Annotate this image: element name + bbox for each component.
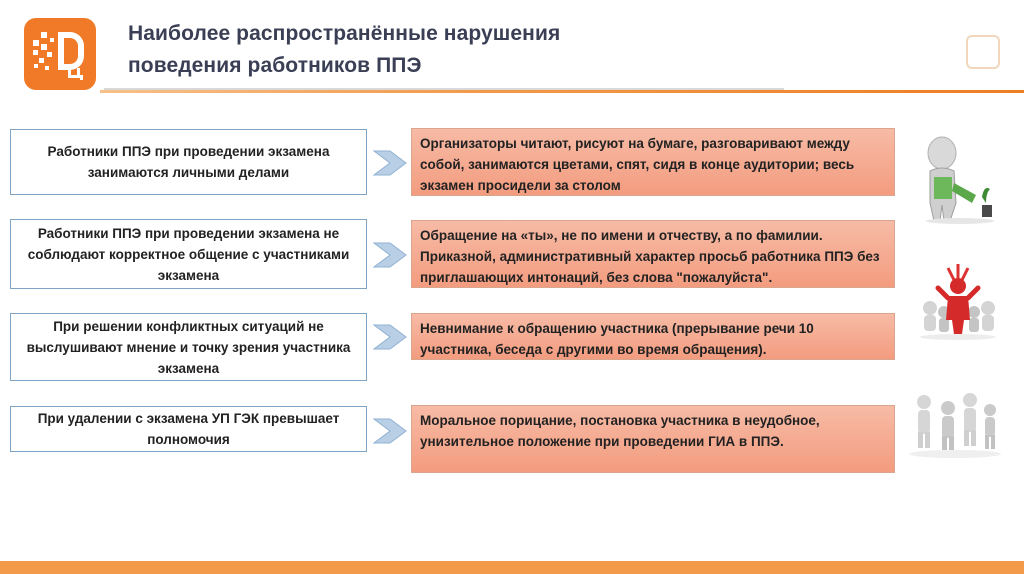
arrow-right-icon [372, 415, 410, 447]
violation-box-2 [10, 219, 367, 289]
example-box-3 [411, 313, 895, 360]
violation-box-3 [10, 313, 367, 381]
violation-text-1: Работники ППЭ при проведении экзамена занимаются личными делами [47, 144, 330, 180]
divider-orange [100, 90, 1024, 93]
figure-watering-plant-icon [920, 133, 1000, 225]
figure-red-leader-icon [918, 258, 1000, 340]
violation-box-4 [10, 406, 367, 452]
page-title [128, 18, 560, 82]
arrow-right-icon [372, 239, 410, 271]
example-text-2: Обращение на «ты», не по имени и отчеству, а по фамилии. Приказной, административный характер просьб работника ППЭ без приглашающих интонаций, без слова "пожалуйста". [420, 228, 880, 285]
logo-icon [24, 18, 96, 90]
figure-group-icon [906, 388, 1004, 460]
example-text-1: Организаторы читают, рисуют на бумаге, разговаривают между собой, занимаются цветами, спят, сидя в конце аудитории; весь экзамен просидели за столом [420, 136, 855, 193]
title-line-2: поведения работников ППЭ [128, 54, 422, 77]
arrow-right-icon [372, 321, 410, 353]
violation-box-1 [10, 129, 367, 195]
arrow-right-icon [372, 147, 410, 179]
example-box-2 [411, 220, 895, 288]
example-text-3: Невнимание к обращению участника (прерывание речи 10 участника, беседа с другими во время обращения). [420, 321, 814, 357]
example-text-4: Моральное порицание, постановка участника в неудобное, унизительное положение при проведении ГИА в ППЭ. [420, 413, 820, 449]
violation-text-2: Работники ППЭ при проведении экзамена не соблюдают корректное общение с участниками экзамена [27, 225, 350, 283]
corner-square-icon [966, 35, 1000, 69]
example-box-1 [411, 128, 895, 196]
violation-text-4: При удалении с экзамена УП ГЭК превышает полномочия [37, 411, 340, 447]
example-box-4 [411, 405, 895, 473]
violation-text-3: При решении конфликтных ситуаций не выслушивают мнение и точку зрения участника экзамена [26, 318, 351, 376]
title-line-1: Наиболее распространённые нарушения [128, 22, 561, 45]
bottom-bar [0, 561, 1024, 574]
